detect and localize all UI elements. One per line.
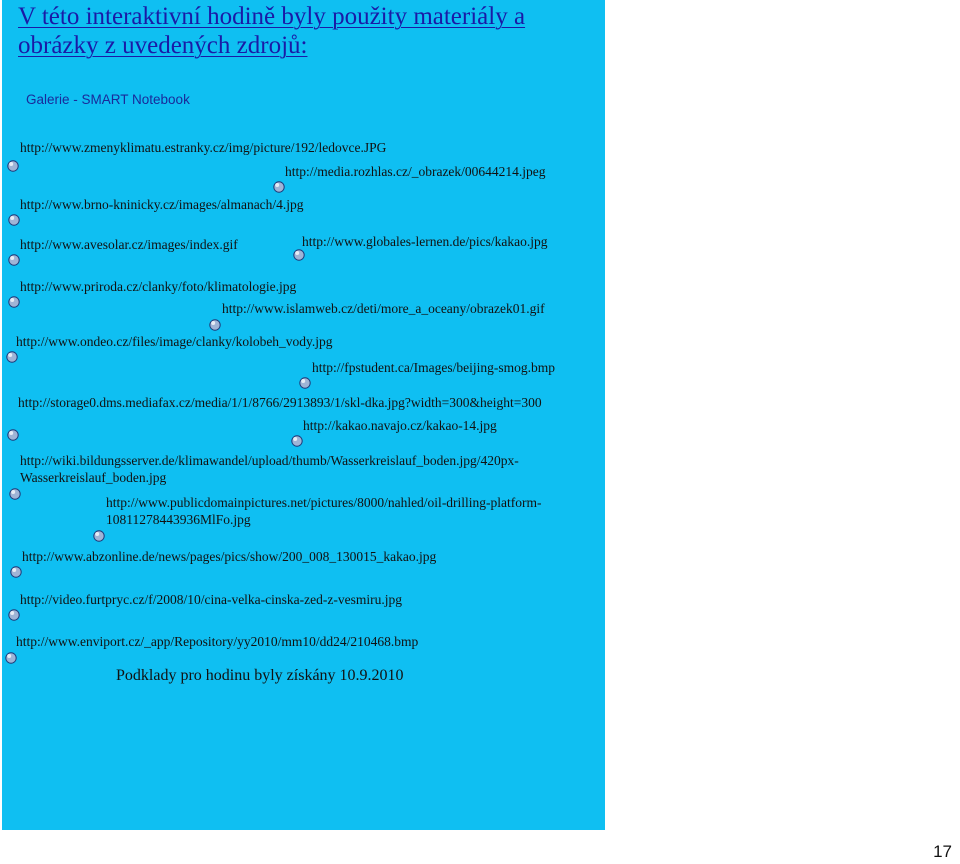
globe-link-icon[interactable] [8, 254, 20, 266]
source-link[interactable]: http://video.furtpryc.cz/f/2008/10/cina-velka-cinska-zed-z-vesmiru.jpg [20, 592, 402, 607]
globe-link-icon[interactable] [5, 652, 17, 664]
source-link[interactable]: http://www.islamweb.cz/deti/more_a_oceany/obrazek01.gif [222, 301, 545, 316]
slide [2, 0, 605, 830]
slide-title: V této interaktivní hodině byly použity materiály a obrázky z uvedených zdrojů: [18, 3, 526, 59]
source-link[interactable]: http://www.abzonline.de/news/pages/pics/show/200_008_130015_kakao.jpg [22, 549, 437, 564]
source-link[interactable]: http://media.rozhlas.cz/_obrazek/00644214.jpeg [285, 164, 546, 179]
galerie-label: Galerie - SMART Notebook [26, 92, 190, 107]
source-link[interactable]: http://www.ondeo.cz/files/image/clanky/kolobeh_vody.jpg [16, 334, 333, 349]
globe-link-icon[interactable] [93, 530, 105, 542]
globe-link-icon[interactable] [8, 609, 20, 621]
source-link[interactable]: http://www.avesolar.cz/images/index.gif [20, 237, 238, 252]
globe-link-icon[interactable] [7, 160, 19, 172]
source-link[interactable]: http://kakao.navajo.cz/kakao-14.jpg [303, 418, 497, 433]
globe-link-icon[interactable] [293, 249, 305, 261]
globe-link-icon[interactable] [8, 214, 20, 226]
source-link[interactable]: http://www.zmenyklimatu.estranky.cz/img/picture/192/ledovce.JPG [20, 140, 387, 155]
page-number: 17 [933, 842, 952, 861]
source-link[interactable]: http://www.globales-lernen.de/pics/kakao.jpg [302, 234, 548, 249]
globe-link-icon[interactable] [7, 429, 19, 441]
source-link[interactable]: http://wiki.bildungsserver.de/klimawandel/upload/thumb/Wasserkreislauf_boden.jpg/420px-Wasserkreislauf_boden.jpg [20, 453, 519, 485]
globe-link-icon[interactable] [209, 319, 221, 331]
source-link[interactable]: http://fpstudent.ca/Images/beijing-smog.bmp [312, 360, 555, 375]
globe-link-icon[interactable] [6, 351, 18, 363]
globe-link-icon[interactable] [291, 435, 303, 447]
source-link[interactable]: http://www.enviport.cz/_app/Repository/yy2010/mm10/dd24/210468.bmp [16, 634, 419, 649]
globe-link-icon[interactable] [299, 377, 311, 389]
footer-note: Podklady pro hodinu byly získány 10.9.2010 [116, 667, 404, 684]
source-link[interactable]: http://www.publicdomainpictures.net/pictures/8000/nahled/oil-drilling-platform-10811278443936MlFo.jpg [106, 495, 542, 527]
globe-link-icon[interactable] [9, 488, 21, 500]
globe-link-icon[interactable] [8, 296, 20, 308]
source-link[interactable]: http://www.brno-kninicky.cz/images/almanach/4.jpg [20, 197, 304, 212]
globe-link-icon[interactable] [273, 181, 285, 193]
source-link[interactable]: http://storage0.dms.mediafax.cz/media/1/1/8766/2913893/1/skl-dka.jpg?width=300&height=300 [18, 395, 542, 410]
globe-link-icon[interactable] [10, 566, 22, 578]
source-link[interactable]: http://www.priroda.cz/clanky/foto/klimatologie.jpg [20, 279, 297, 294]
